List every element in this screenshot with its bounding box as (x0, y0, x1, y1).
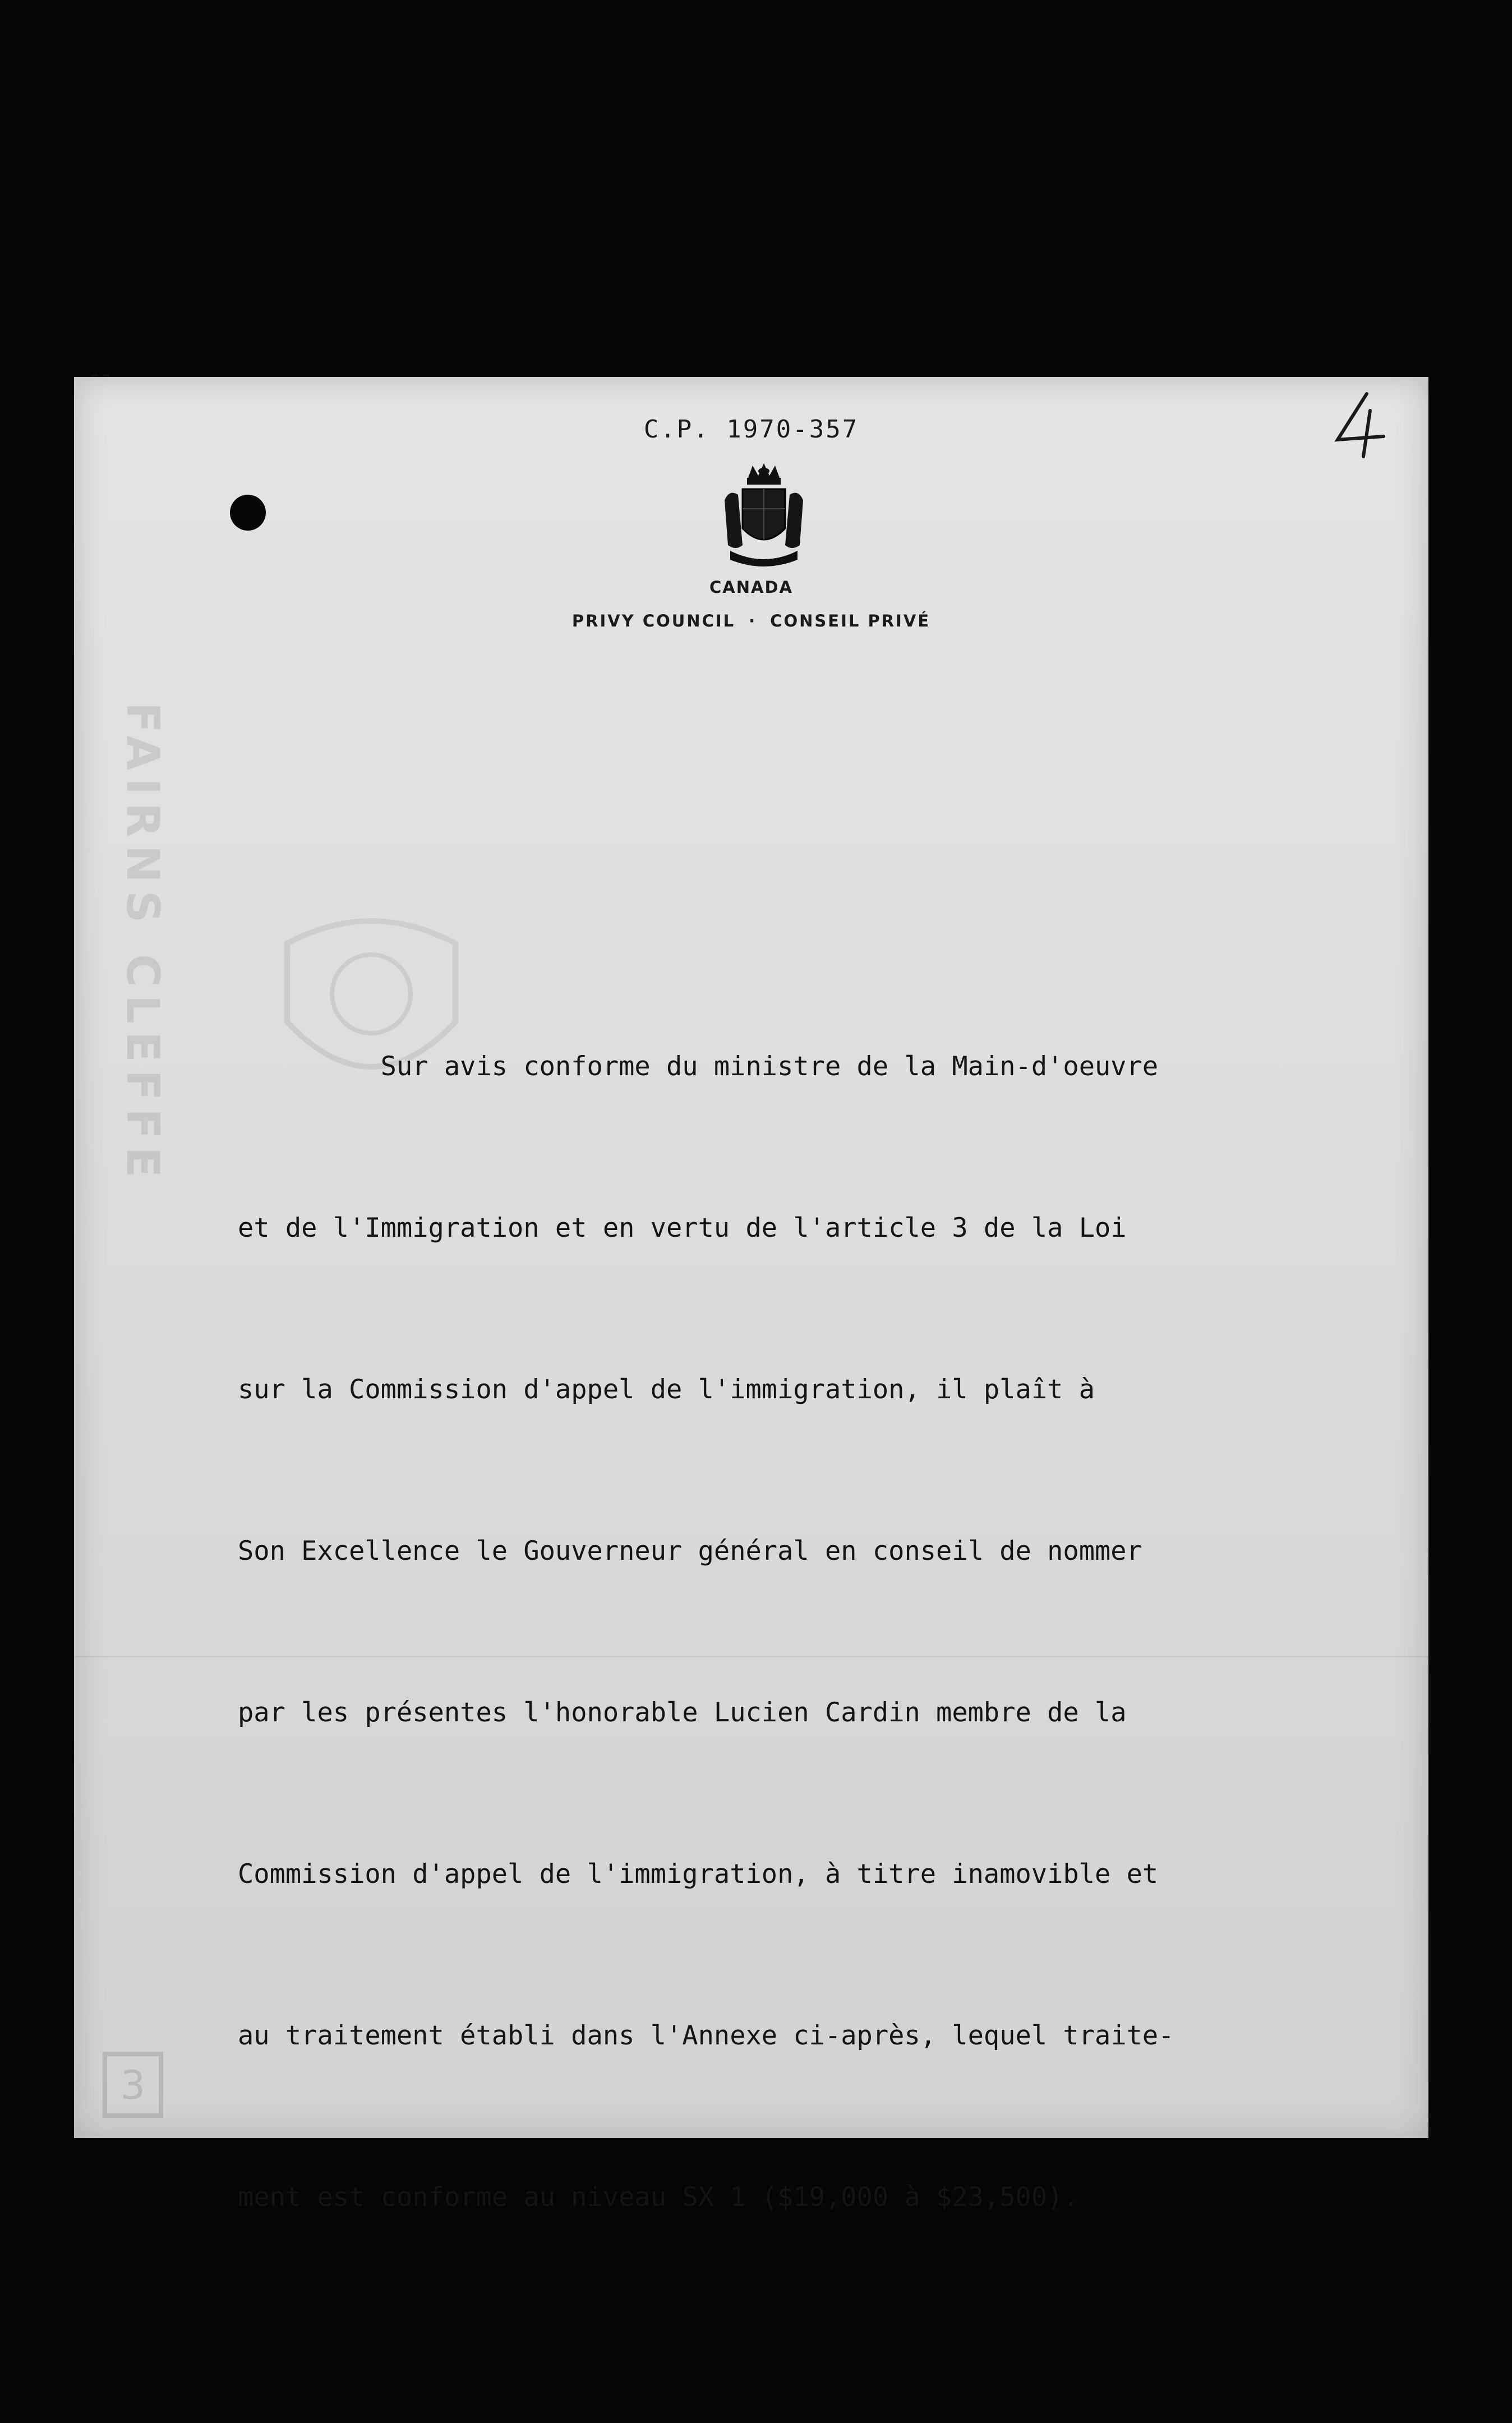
punch-hole (230, 495, 266, 531)
svg-text:FAIRNS CLEFFE: FAIRNS CLEFFE (117, 702, 169, 1186)
body-line: Son Excellence le Gouverneur général en conseil de nommer (238, 1536, 1142, 1567)
document-page (74, 377, 1428, 2213)
council-separator: · (749, 611, 757, 630)
body-line: et de l'Immigration et en vertu de l'article 3 de la Loi (238, 1213, 1127, 1243)
body-line: sur la Commission d'appel de l'immigration, il plaît à (238, 1374, 1095, 1405)
letterhead-council (74, 611, 1428, 630)
body-line: par les présentes l'honorable Lucien Cardin membre de la (238, 1697, 1127, 1728)
order-body-text (238, 932, 1303, 2332)
body-line: Sur avis conforme du ministre de la Main-d'oeuvre (238, 1051, 1159, 1082)
council-english: PRIVY COUNCIL (571, 611, 736, 630)
svg-text:3: 3 (120, 2062, 146, 2108)
body-line: Commission d'appel de l'immigration, à titre inamovible et (238, 1859, 1159, 1890)
coat-of-arms-icon (713, 461, 814, 573)
body-line: ment est conforme au niveau SX 1 ($19,000 à $23,500). (238, 2182, 1079, 2213)
body-line: au traitement établi dans l'Annexe ci-après, lequel traite- (238, 2020, 1174, 2051)
stamp-mark (99, 2048, 167, 2121)
faint-watermark (102, 702, 169, 1487)
order-in-council-number: C.P. 1970-357 (643, 415, 859, 444)
council-french: CONSEIL PRIVÉ (770, 611, 931, 630)
letterhead-country: CANADA (709, 578, 793, 597)
